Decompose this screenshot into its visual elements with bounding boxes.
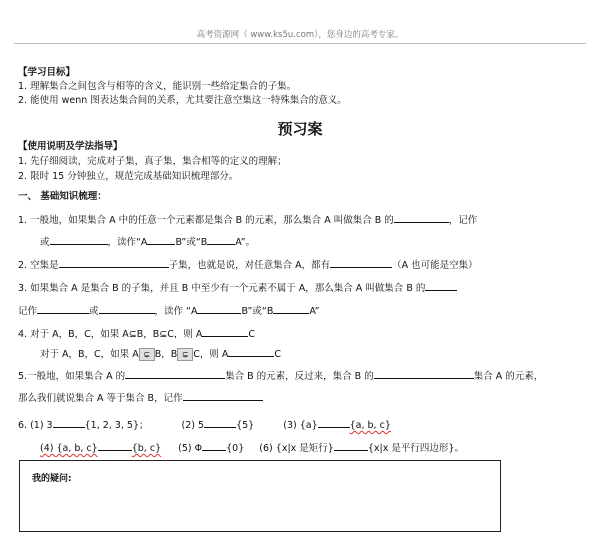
q5b-text: 那么我们就说集合 A 等于集合 B，记作: [18, 393, 183, 404]
blank: [50, 234, 108, 245]
q4-line2: [40, 346, 281, 362]
q3-or-b: B”或“B: [241, 306, 274, 317]
q2-mid: 子集，也就是说，对任意集合 A，都有: [168, 260, 331, 271]
q6-set3: {a, b, c}: [349, 420, 391, 431]
q3-line2: [18, 303, 320, 319]
blank: [37, 303, 89, 314]
blank: [228, 346, 274, 357]
q3-text: 3. 如果集合 A 是集合 B 的子集，并且 B 中至少有一个元素不属于 A，那么集合 A 叫做集合 B 的: [18, 283, 426, 294]
section-heading: 一、 基础知识梳理：: [18, 191, 107, 202]
q6-item4: (4) {a, b, c}: [40, 443, 98, 454]
blank: [273, 303, 309, 314]
q3-readas: ，读作 “A: [154, 306, 198, 317]
q1-end: A”。: [235, 237, 256, 248]
q5-mid: 集合 B 的元素，反过来，集合 B 的: [225, 371, 374, 382]
objectives-title: 【学习目标】: [18, 67, 76, 78]
q6-item1: 6. (1) 3: [18, 420, 53, 431]
q6-set1: {1, 2, 3, 5}；: [84, 420, 149, 431]
blank: [183, 390, 263, 401]
objective-1: 1. 理解集合之间包含与相等的含义，能识别一些给定集合的子集。: [18, 81, 297, 92]
blank: [374, 368, 474, 379]
q1-or: 或: [40, 237, 50, 248]
blank: [202, 326, 248, 337]
blank: [125, 368, 225, 379]
usage-2: 2. 限时 15 分钟独立，规范完成基础知识梳理部分。: [18, 171, 239, 182]
q1-line2: [40, 234, 255, 250]
q5-end: 集合 A 的元素，: [473, 371, 544, 382]
q4b-end: C: [274, 349, 282, 360]
q6-item3: (3) {a}: [283, 420, 318, 431]
q6-line2: [40, 440, 464, 456]
q4-text: 4. 对于 A，B，C，如果 A⊆B，B⊆C，则 A: [18, 329, 203, 340]
usage-title: 【使用说明及学法指导】: [18, 141, 123, 152]
q3-end: A”: [309, 306, 320, 317]
q4b-mid: B，B: [154, 349, 178, 360]
q2-line: [18, 257, 478, 273]
q6-set2: {5}: [236, 420, 255, 431]
blank: [53, 417, 85, 428]
box-label: 我的疑问:: [32, 474, 72, 484]
blank: [204, 417, 236, 428]
q2-text: 2. 空集是: [18, 260, 59, 271]
q6-set6: {x|x 是平行四边形}。: [367, 443, 464, 454]
q4-end: C: [248, 329, 256, 340]
q1-text-end: ，记作: [448, 215, 478, 226]
q6-line1: [18, 417, 391, 433]
blank: [318, 417, 350, 428]
blank: [330, 257, 392, 268]
q6-set4: {b, c}: [131, 443, 162, 454]
q1-line1: [18, 212, 477, 228]
questions-box: [19, 460, 501, 532]
blank: [99, 303, 155, 314]
proper-subset-symbol-icon: ⊊: [177, 348, 193, 361]
q4b-mid2: C，则 A: [193, 349, 229, 360]
q2-end: （A 也可能是空集）: [392, 260, 478, 271]
blank: [202, 440, 226, 451]
blank: [147, 234, 175, 245]
page-header: 高考资源网（ www.ks5u.com），您身边的高考专家。: [196, 30, 404, 40]
blank: [334, 440, 368, 451]
q1-readas: ，读作“A: [107, 237, 148, 248]
q4b-text: 对于 A，B，C，如果 A: [40, 349, 139, 360]
q3-or: 或: [89, 306, 99, 317]
blank: [425, 280, 457, 291]
usage-1: 1. 先仔细阅读，完成对子集，真子集，集合相等的定义的理解；: [18, 156, 287, 167]
q6-set5: {0}: [226, 443, 245, 454]
blank: [394, 212, 449, 223]
blank: [59, 257, 169, 268]
header-rule: [14, 43, 586, 44]
q6-item5: (5) Φ: [178, 443, 203, 454]
q5-line2: [18, 390, 263, 406]
q5-line1: [18, 368, 543, 384]
q1-text: 1. 一般地，如果集合 A 中的任意一个元素都是集合 B 的元素，那么集合 A 叫做集合 B 的: [18, 215, 394, 226]
main-title: 预习案: [277, 120, 323, 138]
q4-line1: [18, 326, 255, 342]
blank: [98, 440, 132, 451]
q6-item2: (2) 5: [181, 420, 205, 431]
q3-denote: 记作: [18, 306, 38, 317]
objective-2: 2. 能使用 wenn 图表达集合间的关系，尤其要注意空集这一特殊集合的意义。: [18, 95, 347, 106]
q3-line1: [18, 280, 457, 296]
blank: [207, 234, 235, 245]
q1-or-b: B”或“B: [175, 237, 208, 248]
blank: [197, 303, 241, 314]
proper-subset-symbol-icon: ⊊: [139, 348, 155, 361]
q6-item6: (6) {x|x 是矩行}: [259, 443, 334, 454]
q5-text: 5.一般地，如果集合 A 的: [18, 371, 126, 382]
